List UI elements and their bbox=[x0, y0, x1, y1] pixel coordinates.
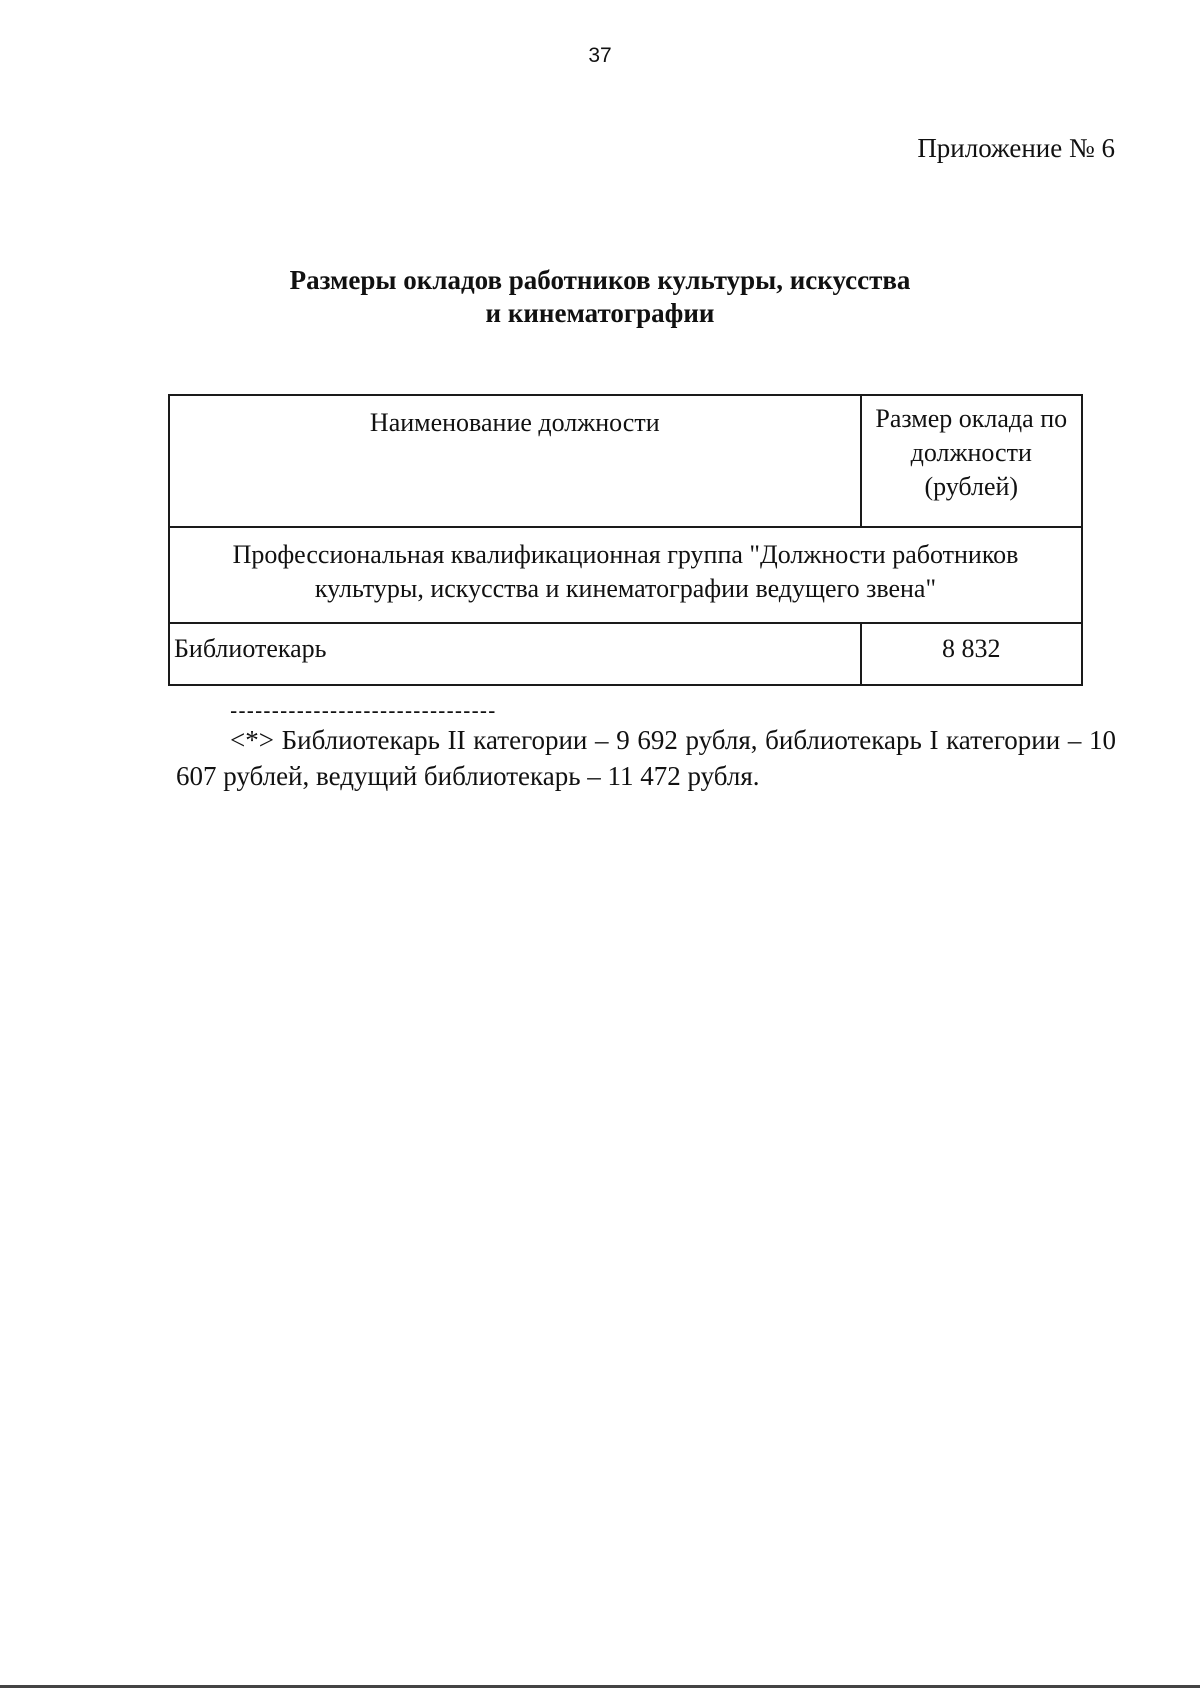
page-number: 37 bbox=[588, 44, 612, 67]
salary-table bbox=[168, 394, 1083, 686]
salary-value-cell: 8 832 bbox=[861, 623, 1082, 685]
header-salary-line-1: Размер оклада по bbox=[875, 404, 1068, 433]
group-line-1: Профессиональная квалификационная группа "Должности работников bbox=[232, 540, 1019, 569]
document-title-line-2: и кинематографии bbox=[485, 298, 715, 328]
header-position-name: Наименование должности bbox=[169, 395, 861, 527]
group-line-2: культуры, искусства и кинематографии ведущего звена" bbox=[314, 574, 937, 603]
header-salary bbox=[861, 395, 1082, 527]
table-row bbox=[169, 623, 1082, 685]
document-title bbox=[0, 264, 1200, 330]
footnote-text: <*> Библиотекарь II категории – 9 692 рубля, библиотекарь I категории – 10 607 рублей, ведущий библиотекарь – 11 472 рубля. bbox=[176, 725, 1116, 791]
header-salary-line-3: (рублей) bbox=[924, 472, 1019, 501]
table-header-row bbox=[169, 395, 1082, 527]
group-row bbox=[169, 527, 1082, 623]
position-name-cell: Библиотекарь bbox=[169, 623, 861, 685]
qualification-group-cell bbox=[169, 527, 1082, 623]
footnote-separator: -------------------------------- bbox=[230, 698, 497, 723]
document-title-line-1: Размеры окладов работников культуры, искусства bbox=[289, 265, 911, 295]
appendix-label: Приложение № 6 bbox=[917, 133, 1115, 163]
header-salary-line-2: должности bbox=[910, 438, 1032, 467]
